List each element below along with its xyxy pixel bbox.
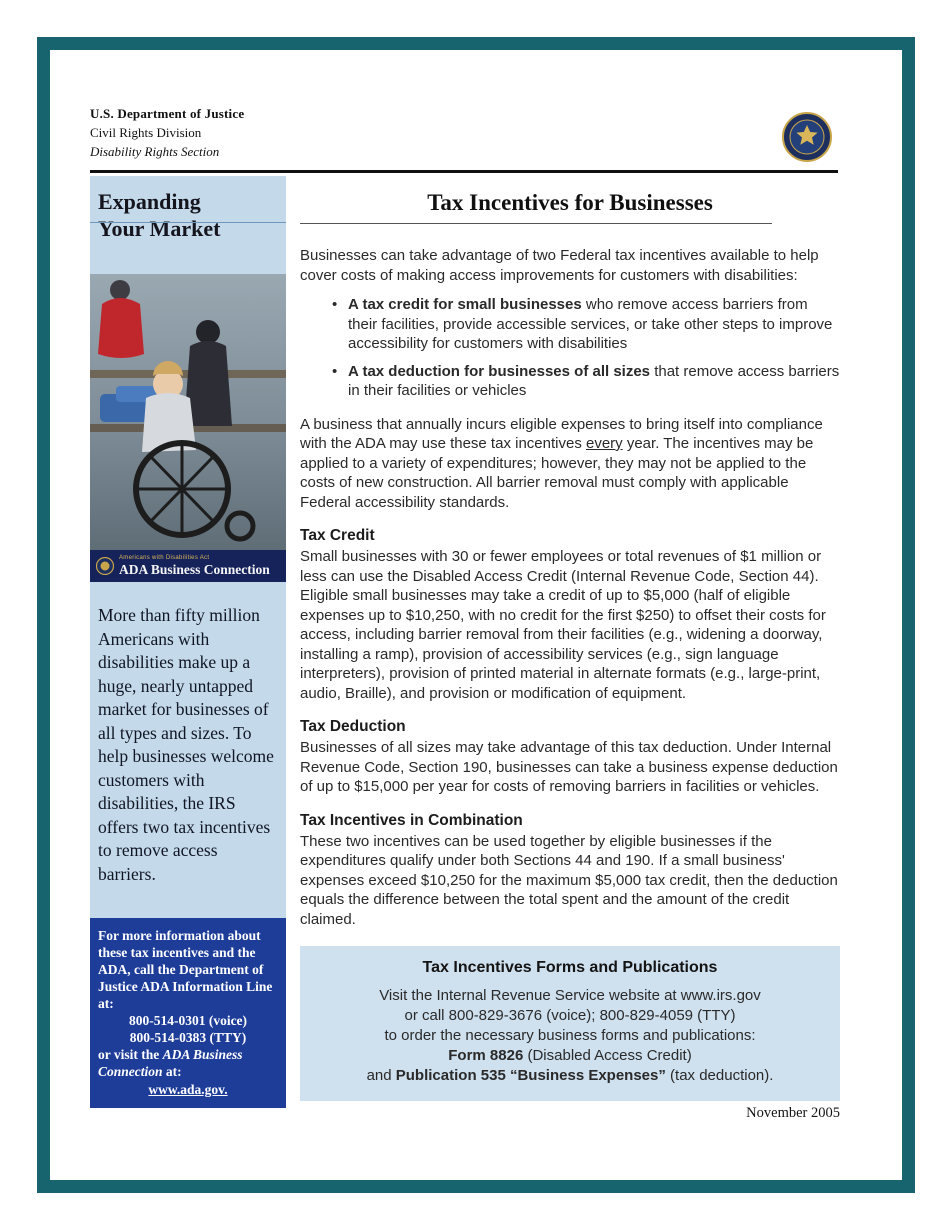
visit-post: at: bbox=[162, 1064, 182, 1079]
forms-line-irs-website: Visit the Internal Revenue Service website at www.irs.gov bbox=[379, 987, 761, 1004]
headline-line-1: Expanding bbox=[98, 189, 201, 214]
ada-website-link: www.ada.gov. bbox=[148, 1082, 228, 1097]
forms-line-form-8826 bbox=[318, 1046, 822, 1066]
compliance-pre: A business that annually incurs eligible expenses to bring itself into compliance with the ADA may use these tax incentives bbox=[300, 415, 823, 452]
title-underline bbox=[300, 223, 772, 224]
bullet-rest: who remove access barriers from their facilities, provide accessible services, or take other steps to improve accessibility for customers with disabilities bbox=[348, 296, 833, 352]
division-name: Civil Rights Division bbox=[90, 125, 202, 140]
incentive-bullet-list bbox=[300, 295, 840, 401]
intro-paragraph: Businesses can take advantage of two Federal tax incentives available to help cover costs of making access improvements for customers with disabilities: bbox=[300, 247, 819, 284]
forms-box-title: Tax Incentives Forms and Publications bbox=[422, 959, 718, 976]
bullet-tax-deduction bbox=[300, 362, 840, 401]
ada-info-box bbox=[90, 918, 286, 1108]
bullet-rest: that remove access barriers in their facilities or vehicles bbox=[348, 362, 840, 399]
date-stamp: November 2005 bbox=[746, 1105, 840, 1121]
sidebar-photo bbox=[90, 274, 286, 550]
section-name: Disability Rights Section bbox=[90, 144, 220, 159]
heading-tax-deduction: Tax Deduction bbox=[300, 718, 406, 735]
body-tax-incentives-combination: These two incentives can be used together by eligible businesses if the expenditures qualify under both Sections 44 and 190. If a small business' expenses exceed $10,250 for the maximum $5,000 tax credit, then the deduction equals the difference between the total spent and the amount of the credit claimed. bbox=[300, 832, 838, 928]
doj-seal-icon bbox=[782, 112, 832, 162]
letterhead bbox=[90, 104, 244, 161]
phone-voice: 800-514-0301 (voice) bbox=[128, 1013, 248, 1028]
ada-seal-icon bbox=[96, 557, 114, 575]
ada-banner-text bbox=[119, 555, 270, 577]
heading-tax-credit: Tax Credit bbox=[300, 527, 375, 544]
pub-535-bold: Publication 535 “Business Expenses” bbox=[395, 1067, 666, 1084]
ada-business-connection-name: ADA Business Connection bbox=[98, 1047, 243, 1079]
ada-banner-title: ADA Business Connection bbox=[119, 562, 270, 578]
info-box-intro: For more information about these tax incentives and the ADA, call the Department of Justice ADA Information Line at: bbox=[98, 928, 273, 1011]
ada-banner-small-label: Americans with Disabilities Act bbox=[119, 555, 210, 562]
page-title: Tax Incentives for Businesses bbox=[427, 190, 713, 215]
bullet-tax-credit bbox=[300, 295, 840, 354]
compliance-post: year. The incentives may be applied to a variety of expenditures; however, they may not be applied to the costs of new construction. All barrier removal must comply with applicable Federal accessibility standards. bbox=[300, 435, 814, 511]
info-box-visit-line bbox=[98, 1046, 278, 1080]
body-tax-credit: Small businesses with 30 or fewer employees or total revenues of $1 million or less can use the Disabled Access Credit (Internal Revenue Code, Section 44). Eligible small businesses may take a credit of up to $5,000 (half of eligible expenses up to $10,250, with no credit for the first $250) to offset their costs for access, including barrier removal from their facilities (e.g., widening a doorway, installing a ramp), provision of accessibility services (e.g., sign language interpreters), provision of printed material in alternate formats (e.g., large-print, audio, Braille), and provision or modification of equipment. bbox=[300, 548, 826, 702]
body-tax-deduction: Businesses of all sizes may take advantage of this tax deduction. Under Internal Revenue Code, Section 190, businesses can take a business expense deduction of up to $15,000 per year for costs of removing barriers in facilities or vehicles. bbox=[300, 739, 838, 795]
phone-tty: 800-514-0383 (TTY) bbox=[129, 1030, 247, 1045]
form-8826-bold: Form 8826 bbox=[448, 1047, 524, 1064]
main-column bbox=[300, 190, 840, 1122]
pub-535-pre: and bbox=[366, 1067, 396, 1084]
forms-publications-box bbox=[300, 946, 840, 1101]
pub-535-rest: (tax deduction). bbox=[665, 1067, 774, 1084]
agency-name: U.S. Department of Justice bbox=[90, 106, 245, 121]
compliance-paragraph bbox=[300, 415, 840, 513]
form-8826-rest: (Disabled Access Credit) bbox=[523, 1047, 692, 1064]
sidebar-headline bbox=[90, 176, 286, 250]
heading-tax-incentives-combination: Tax Incentives in Combination bbox=[300, 811, 523, 829]
ada-business-connection-banner bbox=[90, 550, 286, 582]
compliance-underlined-word: every bbox=[585, 435, 623, 452]
header-divider bbox=[90, 170, 838, 173]
forms-line-publication-535 bbox=[318, 1066, 822, 1086]
bullet-bold-lead: A tax deduction for businesses of all sizes bbox=[348, 362, 651, 380]
forms-line-phone: or call 800-829-3676 (voice); 800-829-4059 (TTY) bbox=[404, 1007, 736, 1024]
sidebar-intro-text: More than fifty million Americans with disabilities make up a huge, nearly untapped market for businesses of all types and sizes. To help businesses welcome customers with disabilities, the IRS offers two tax incentives to remove access barriers. bbox=[98, 605, 274, 884]
forms-line-order: to order the necessary business forms and publications: bbox=[384, 1027, 756, 1044]
sidebar bbox=[90, 176, 286, 1108]
headline-line-2: Your Market bbox=[98, 216, 221, 241]
headline-underline bbox=[90, 222, 286, 223]
visit-pre: or visit the bbox=[98, 1047, 163, 1062]
bullet-bold-lead: A tax credit for small businesses bbox=[348, 296, 582, 313]
